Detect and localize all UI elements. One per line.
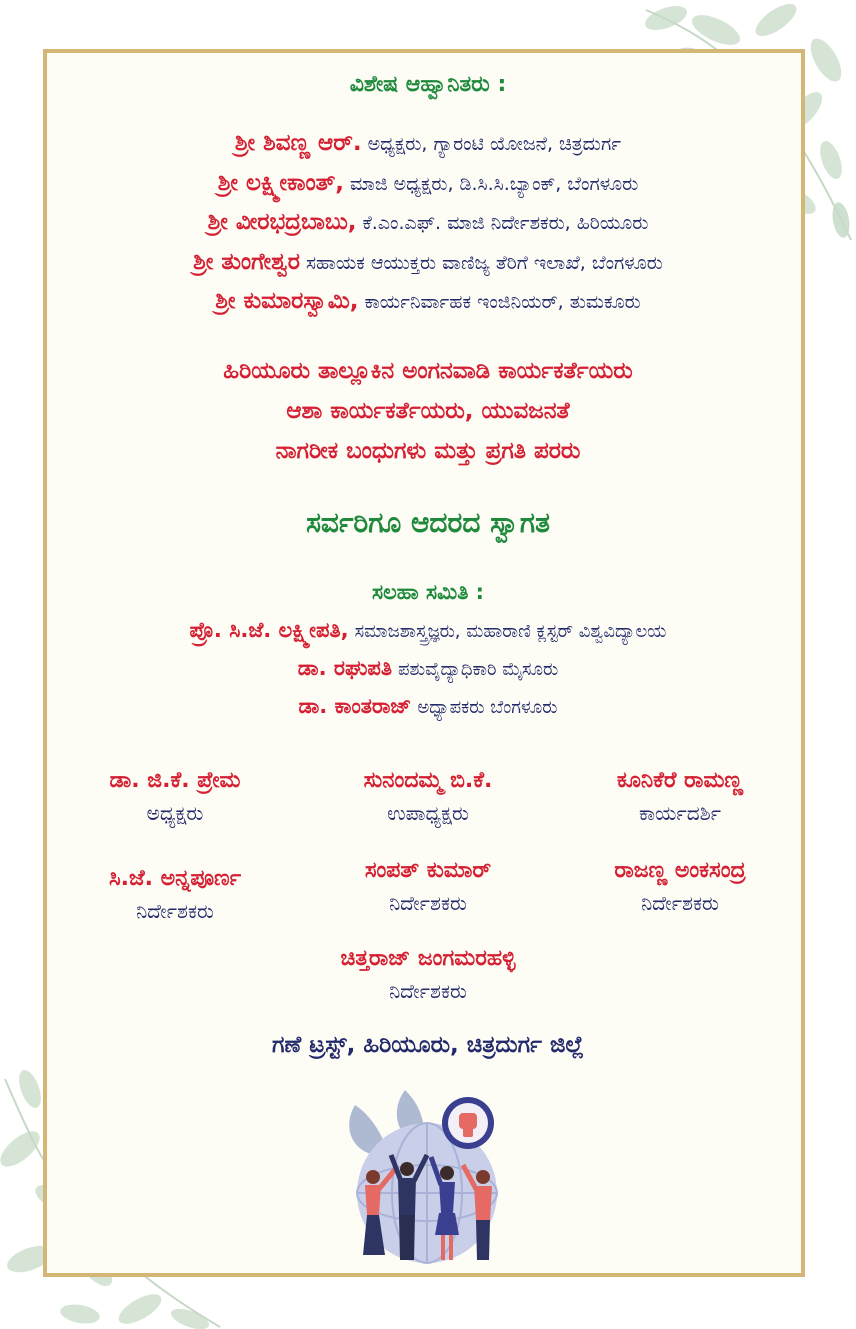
member-role: ನಿರ್ದೇಶಕರು: [389, 979, 467, 1003]
member-role: ಕಾರ್ಯದರ್ಶಿ: [638, 801, 722, 825]
group-line: ಹಿರಿಯೂರು ತಾಲ್ಲೂಕಿನ ಅಂಗನವಾಡಿ ಕಾರ್ಯಕರ್ತೆಯರು: [223, 358, 633, 384]
invitee-name: ಶ್ರೀ ಶಿವಣ್ಣ ಆರ್.: [234, 130, 362, 156]
invitee-row: [0, 170, 856, 196]
invitee-desc: ಮಾಜಿ ಅಧ್ಯಕ್ಷರು, ಡಿ.ಸಿ.ಸಿ.ಬ್ಯಾಂಕ್, ಬೆಂಗಳೂರು: [350, 173, 639, 195]
advisor-desc: ಸಮಾಜಶಾಸ್ತ್ರಜ್ಞರು, ಮಹಾರಾಣಿ ಕ್ಲಸ್ಟರ್ ವಿಶ್ವವಿದ್ಯಾಲಯ: [354, 621, 667, 642]
member-role: ನಿರ್ದೇಶಕರು: [389, 891, 467, 915]
member-card: [45, 866, 305, 923]
member-name: ರಾಜಣ್ಣ ಅಂಕಸಂದ್ರ: [614, 858, 746, 883]
member-name: ಚಿತ್ತರಾಜ್ ಜಂಗಮರಹಳ್ಳಿ: [340, 946, 516, 971]
invitee-desc: ಅಧ್ಯಕ್ಷರು, ಗ್ಯಾರಂಟಿ ಯೋಜನೆ, ಚಿತ್ರದುರ್ಗ: [367, 133, 622, 155]
member-role: ಉಪಾಧ್ಯಕ್ಷರು: [387, 801, 469, 825]
trust-footer: ಗಣೆ ಟ್ರಸ್ಟ್, ಹಿರಿಯೂರು, ಚಿತ್ರದುರ್ಗ ಜಿಲ್ಲೆ: [272, 1032, 584, 1058]
advisor-name: ಡಾ. ರಘುಪತಿ: [297, 656, 393, 680]
advisor-row: [0, 618, 856, 643]
member-card: [298, 858, 558, 915]
member-name: ಡಾ. ಜಿ.ಕೆ. ಪ್ರೇಮ: [109, 768, 241, 793]
member-name: ಕೂನಿಕೆರೆ ರಾಮಣ್ಣ: [616, 768, 744, 793]
invitee-row: [0, 288, 856, 314]
invitee-name: ಶ್ರೀ ಲಕ್ಷ್ಮೀಕಾಂತ್,: [217, 170, 345, 196]
group-line: ನಾಗರೀಕ ಬಂಧುಗಳು ಮತ್ತು ಪ್ರಗತಿ ಪರರು: [275, 438, 581, 464]
invitee-name: ಶ್ರೀ ವೀರಭದ್ರಬಾಬು,: [207, 209, 357, 235]
advisor-name: ಪ್ರೊ. ಸಿ.ಜೆ. ಲಕ್ಷ್ಮೀಪತಿ,: [189, 618, 349, 642]
invitee-row: [0, 130, 856, 156]
invitee-desc: ಕಾರ್ಯನಿರ್ವಾಹಕ ಇಂಜಿನಿಯರ್, ತುಮಕೂರು: [364, 291, 641, 313]
member-card: [298, 768, 558, 825]
advisory-committee-heading: ಸಲಹಾ ಸಮಿತಿ :: [371, 580, 485, 604]
member-card: [550, 768, 810, 825]
member-card: [45, 768, 305, 825]
advisor-row: [0, 694, 856, 719]
invitee-name: ಶ್ರೀ ಕುಮಾರಸ್ವಾಮಿ,: [215, 288, 359, 314]
group-line: ಆಶಾ ಕಾರ್ಯಕರ್ತೆಯರು, ಯುವಜನತೆ: [286, 398, 570, 424]
advisor-name: ಡಾ. ಕಾಂತರಾಜ್: [298, 694, 412, 718]
advisor-row: [0, 656, 856, 681]
member-name: ಸುನಂದಮ್ಮ ಬಿ.ಕೆ.: [363, 768, 493, 793]
invitee-desc: ಕೆ.ಎಂ.ಎಫ್. ಮಾಜಿ ನಿರ್ದೇಶಕರು, ಹಿರಿಯೂರು: [362, 212, 649, 234]
member-name: ಸಂಪತ್ ಕುಮಾರ್: [364, 858, 492, 883]
member-card: [298, 946, 558, 1003]
advisor-desc: ಅಧ್ಯಾಪಕರು ಬೆಂಗಳೂರು: [417, 697, 558, 718]
invitee-row: [0, 249, 856, 275]
invitee-name: ಶ್ರೀ ತುಂಗೇಶ್ವರ: [193, 249, 300, 275]
member-role: ಅಧ್ಯಕ್ಷರು: [146, 801, 204, 825]
welcome-text: ಸರ್ವರಿಗೂ ಆದರದ ಸ್ವಾಗತ: [306, 506, 550, 539]
special-invitees-heading: ವಿಶೇಷ ಆಹ್ವಾನಿತರು :: [349, 72, 507, 97]
advisor-desc: ಪಶುವೈದ್ಯಾಧಿಕಾರಿ ಮೈಸೂರು: [398, 659, 559, 680]
invitee-desc: ಸಹಾಯಕ ಆಯುಕ್ತರು ವಾಣಿಜ್ಯ ತೆರಿಗೆ ಇಲಾಖೆ, ಬೆಂಗಳೂರು: [305, 252, 663, 274]
invitee-row: [0, 209, 856, 235]
member-name: ಸಿ.ಜೆ. ಅನ್ನಪೂರ್ಣ: [108, 866, 242, 891]
member-card: [550, 858, 810, 915]
people-raising-fists-globe-illustration: [335, 1085, 520, 1270]
member-role: ನಿರ್ದೇಶಕರು: [641, 891, 719, 915]
member-role: ನಿರ್ದೇಶಕರು: [136, 899, 214, 923]
